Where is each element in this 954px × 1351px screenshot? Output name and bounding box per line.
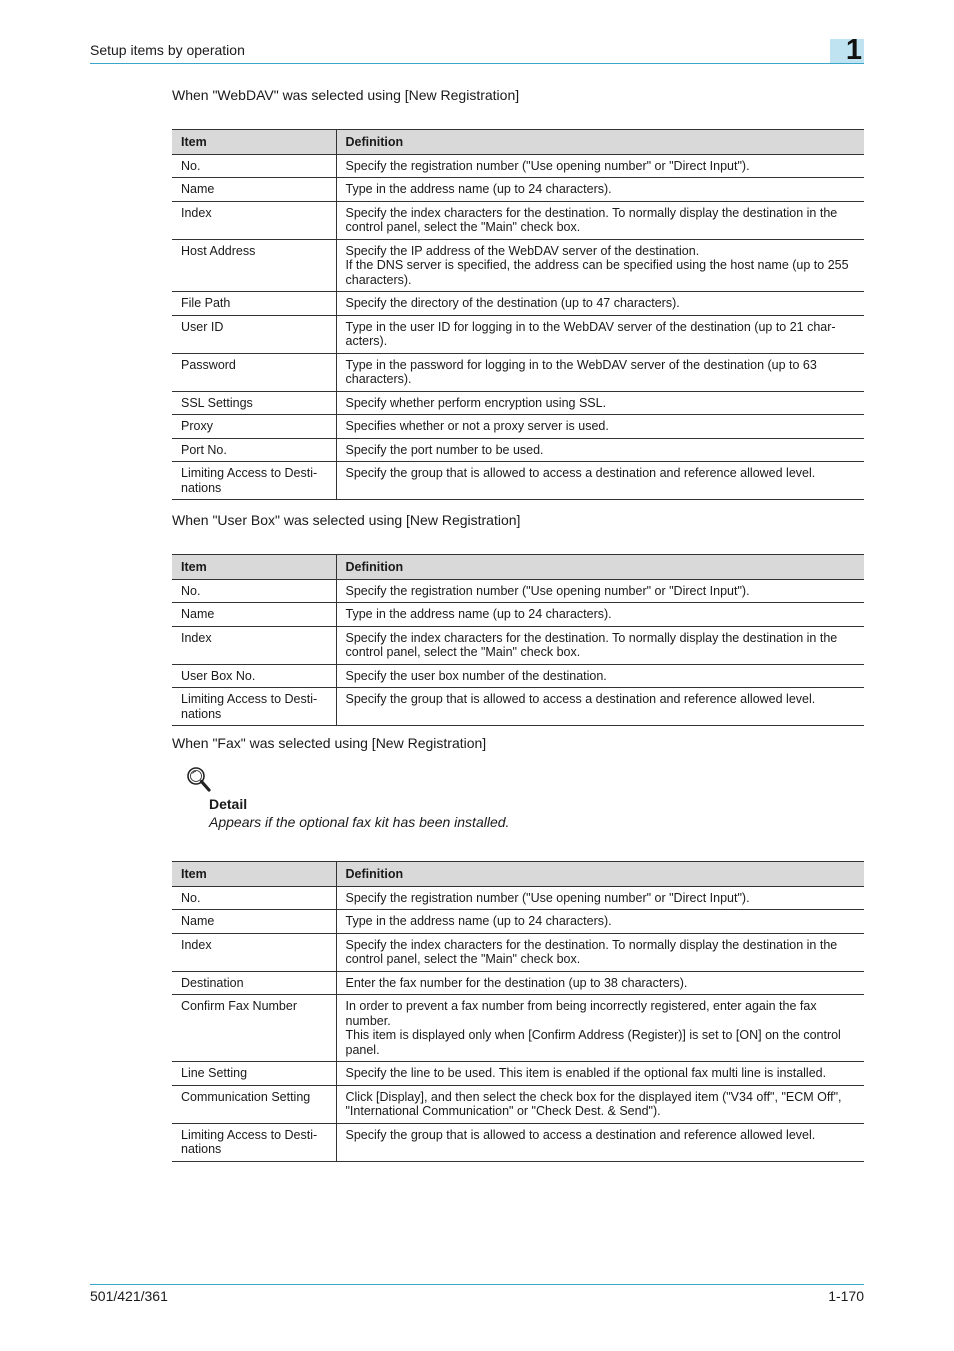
definition-line: In order to prevent a fax number from being incorrectly registered, enter again the fax number. xyxy=(345,999,817,1028)
item-cell: Name xyxy=(172,178,336,202)
table-row xyxy=(172,353,864,391)
column-header-definition: Definition xyxy=(336,862,864,887)
table-row xyxy=(172,1062,864,1086)
column-header-definition: Definition xyxy=(336,555,864,580)
item-cell: SSL Settings xyxy=(172,391,336,415)
definition-line: Specify the registration number ("Use opening number" or "Direct Input"). xyxy=(345,583,750,598)
table-header-row xyxy=(172,862,864,887)
table-row xyxy=(172,910,864,934)
definition-line: Specify the directory of the destination (up to 47 characters). xyxy=(345,296,680,310)
table-row xyxy=(172,995,864,1062)
definition-cell xyxy=(336,603,864,627)
definition-line: Specify the group that is allowed to access a destination and reference allowed level. xyxy=(345,692,816,706)
table-row xyxy=(172,933,864,971)
table-row xyxy=(172,603,864,627)
definition-cell xyxy=(336,1085,864,1123)
table-row xyxy=(172,462,864,500)
table-row xyxy=(172,438,864,462)
definition-line: Specify the registration number ("Use opening number" or "Direct Input"). xyxy=(345,158,750,173)
table-row xyxy=(172,415,864,439)
detail-title: Detail xyxy=(209,796,248,812)
table-row xyxy=(172,154,864,178)
item-cell: Limiting Access to Desti-nations xyxy=(172,688,336,726)
definition-line: Enter the fax number for the destination (up to 38 characters). xyxy=(345,975,688,990)
definition-cell xyxy=(336,626,864,664)
section-heading-user-box: When "User Box" was selected using [New Registration] xyxy=(172,512,521,528)
magnifier-icon xyxy=(186,766,212,794)
item-cell: Line Setting xyxy=(172,1062,336,1086)
column-header-definition: Definition xyxy=(336,130,864,155)
table-header-row xyxy=(172,130,864,155)
column-header-item: Item xyxy=(172,130,336,155)
definition-cell xyxy=(336,292,864,316)
item-cell: Password xyxy=(172,353,336,391)
item-cell: Index xyxy=(172,933,336,971)
definition-cell xyxy=(336,910,864,934)
definition-line: If the DNS server is specified, the address can be specified using the host name (up to 255 characters). xyxy=(345,258,849,287)
item-cell: Index xyxy=(172,201,336,239)
table-row xyxy=(172,239,864,292)
definition-cell xyxy=(336,1123,864,1161)
item-cell: Limiting Access to Desti-nations xyxy=(172,1123,336,1161)
table-fax xyxy=(172,861,864,1162)
definition-line: This item is displayed only when [Confirm Address (Register)] is set to [ON] on the control panel. xyxy=(345,1028,841,1057)
item-cell: User Box No. xyxy=(172,664,336,688)
table-row xyxy=(172,626,864,664)
definition-line: Specify the group that is allowed to access a destination and reference allowed level. xyxy=(345,1127,816,1142)
definition-line: Specify the line to be used. This item is enabled if the optional fax multi line is installed. xyxy=(345,1066,827,1080)
definition-cell xyxy=(336,391,864,415)
section-heading-fax: When "Fax" was selected using [New Registration] xyxy=(172,735,487,751)
table-user-box xyxy=(172,554,864,726)
table-webdav xyxy=(172,129,864,500)
item-cell: No. xyxy=(172,886,336,910)
table-row xyxy=(172,971,864,995)
definition-line: Type in the address name (up to 24 characters). xyxy=(345,182,612,196)
header-title: Setup items by operation xyxy=(90,42,245,58)
table-row xyxy=(172,178,864,202)
definition-cell xyxy=(336,438,864,462)
table-row xyxy=(172,886,864,910)
definition-cell xyxy=(336,995,864,1062)
table-row xyxy=(172,1123,864,1161)
item-cell: No. xyxy=(172,154,336,178)
table-row xyxy=(172,664,864,688)
definition-line: Specify the port number to be used. xyxy=(345,442,544,457)
definition-cell xyxy=(336,688,864,726)
section-heading-webdav: When "WebDAV" was selected using [New Registration] xyxy=(172,87,520,103)
definition-line: Specify the registration number ("Use opening number" or "Direct Input"). xyxy=(345,890,750,905)
definition-cell xyxy=(336,154,864,178)
page-footer xyxy=(90,1284,864,1304)
item-cell: Confirm Fax Number xyxy=(172,995,336,1062)
definition-cell xyxy=(336,353,864,391)
definition-cell xyxy=(336,201,864,239)
item-cell: Port No. xyxy=(172,438,336,462)
definition-cell xyxy=(336,315,864,353)
item-cell: Host Address xyxy=(172,239,336,292)
definition-line: Specify the index characters for the destination. To normally display the destination in the control panel, select the "Main" check box. xyxy=(345,205,838,234)
definition-line: Specify the group that is allowed to access a destination and reference allowed level. xyxy=(345,466,816,480)
item-cell: No. xyxy=(172,579,336,603)
definition-cell xyxy=(336,1062,864,1086)
definition-line: Type in the password for logging in to the WebDAV server of the destination (up to 63 characters). xyxy=(345,357,817,386)
item-cell: Name xyxy=(172,603,336,627)
definition-line: Type in the address name (up to 24 characters). xyxy=(345,914,612,928)
column-header-item: Item xyxy=(172,555,336,580)
definition-line: Type in the address name (up to 24 characters). xyxy=(345,607,612,621)
definition-line: Type in the user ID for logging in to the WebDAV server of the destination (up to 21 char-acters). xyxy=(345,319,836,348)
definition-line: Specifies whether or not a proxy server is used. xyxy=(345,419,609,433)
item-cell: Limiting Access to Desti-nations xyxy=(172,462,336,500)
definition-line: Click [Display], and then select the check box for the displayed item ("V34 off", "ECM Off", "International Communication" or "Check Dest. & Send"). xyxy=(345,1089,842,1118)
table-row xyxy=(172,315,864,353)
item-cell: File Path xyxy=(172,292,336,316)
definition-cell xyxy=(336,886,864,910)
table-row xyxy=(172,579,864,603)
column-header-item: Item xyxy=(172,862,336,887)
item-cell: Communication Setting xyxy=(172,1085,336,1123)
definition-cell xyxy=(336,933,864,971)
definition-cell xyxy=(336,664,864,688)
definition-cell xyxy=(336,239,864,292)
definition-cell xyxy=(336,462,864,500)
page-header xyxy=(90,34,864,66)
footer-model: 501/421/361 xyxy=(90,1288,168,1304)
item-cell: Name xyxy=(172,910,336,934)
definition-cell xyxy=(336,971,864,995)
detail-text: Appears if the optional fax kit has been installed. xyxy=(209,814,510,830)
table-row xyxy=(172,391,864,415)
item-cell: Destination xyxy=(172,971,336,995)
table-row xyxy=(172,1085,864,1123)
definition-cell xyxy=(336,415,864,439)
chapter-number: 1 xyxy=(845,34,862,66)
definition-cell xyxy=(336,178,864,202)
item-cell: User ID xyxy=(172,315,336,353)
table-header-row xyxy=(172,555,864,580)
item-cell: Proxy xyxy=(172,415,336,439)
table-row xyxy=(172,292,864,316)
definition-line: Specify the index characters for the destination. To normally display the destination in the control panel, select the "Main" check box. xyxy=(345,937,838,966)
table-row xyxy=(172,688,864,726)
definition-line: Specify the index characters for the destination. To normally display the destination in the control panel, select the "Main" check box. xyxy=(345,630,838,659)
footer-page-number: 1-170 xyxy=(828,1288,864,1304)
definition-line: Specify whether perform encryption using SSL. xyxy=(345,395,607,410)
definition-line: Specify the IP address of the WebDAV server of the destination. xyxy=(345,243,700,258)
item-cell: Index xyxy=(172,626,336,664)
table-row xyxy=(172,201,864,239)
definition-line: Specify the user box number of the destination. xyxy=(345,668,607,683)
definition-cell xyxy=(336,579,864,603)
